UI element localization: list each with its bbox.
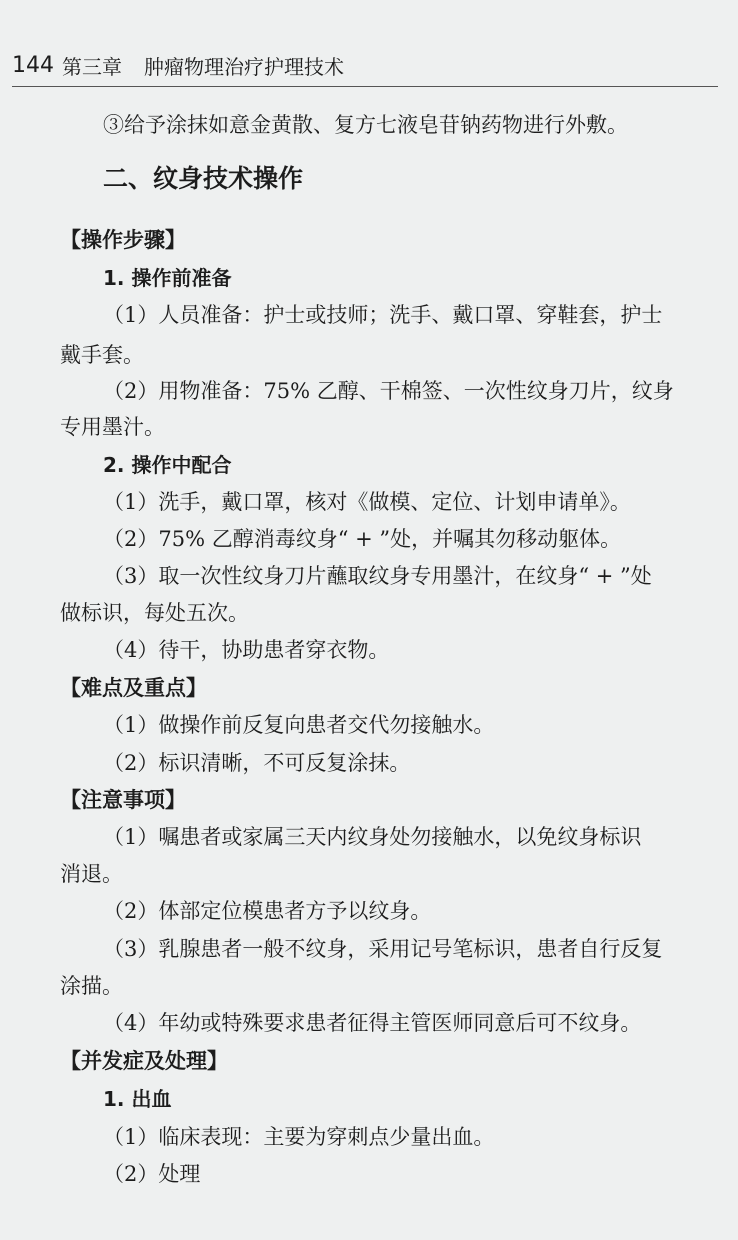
subheading: 1. 操作前准备 — [103, 266, 232, 290]
bracket-heading: 【并发症及处理】 — [60, 1049, 228, 1073]
subheading: 1. 出血 — [103, 1087, 172, 1111]
section-heading: 二、纹身技术操作 — [103, 164, 304, 193]
paragraph-line: （4）年幼或特殊要求患者征得主管医师同意后可不纹身。 — [103, 1011, 642, 1035]
paragraph-line: （1）嘱患者或家属三天内纹身处勿接触水，以免纹身标识 — [103, 825, 642, 849]
subheading: 2. 操作中配合 — [103, 453, 232, 477]
bracket-heading: 【操作步骤】 — [60, 228, 186, 252]
paragraph-line: （3）取一次性纹身刀片蘸取纹身专用墨汁，在纹身“ + ”处 — [103, 564, 652, 588]
paragraph-line: （2）体部定位模患者方予以纹身。 — [103, 899, 432, 923]
header-rule — [12, 86, 718, 87]
paragraph-line: （4）待干，协助患者穿衣物。 — [103, 638, 390, 662]
running-header — [12, 48, 712, 82]
paragraph-line: 涂描。 — [60, 974, 123, 998]
bracket-heading: 【难点及重点】 — [60, 676, 207, 700]
paragraph-line: ③给予涂抹如意金黄散、复方七液皂苷钠药物进行外敷。 — [103, 113, 628, 137]
paragraph-line: （2）用物准备：75% 乙醇、干棉签、一次性纹身刀片，纹身 — [103, 379, 674, 403]
paragraph-line: （2）75% 乙醇消毒纹身“ + ”处，并嘱其勿移动躯体。 — [103, 527, 622, 551]
paragraph-line: （3）乳腺患者一般不纹身，采用记号笔标识，患者自行反复 — [103, 937, 663, 961]
paragraph-line: 戴手套。 — [60, 343, 144, 367]
chapter-title: 肿瘤物理治疗护理技术 — [144, 54, 344, 79]
chapter-label: 第三章 — [62, 54, 122, 79]
bracket-heading: 【注意事项】 — [60, 788, 186, 812]
paragraph-line: （2）标识清晰，不可反复涂抹。 — [103, 751, 411, 775]
paragraph-line: （1）人员准备：护士或技师；洗手、戴口罩、穿鞋套，护士 — [103, 303, 663, 327]
paragraph-line: （1）临床表现：主要为穿刺点少量出血。 — [103, 1125, 495, 1149]
paragraph-line: 消退。 — [60, 862, 123, 886]
paragraph-line: （2）处理 — [103, 1162, 201, 1186]
paragraph-line: 做标识，每处五次。 — [60, 601, 249, 625]
paragraph-line: （1）做操作前反复向患者交代勿接触水。 — [103, 713, 495, 737]
page-number: 144 — [12, 52, 54, 78]
paragraph-line: （1）洗手，戴口罩，核对《做模、定位、计划申请单》。 — [103, 490, 631, 514]
paragraph-line: 专用墨汁。 — [60, 415, 165, 439]
